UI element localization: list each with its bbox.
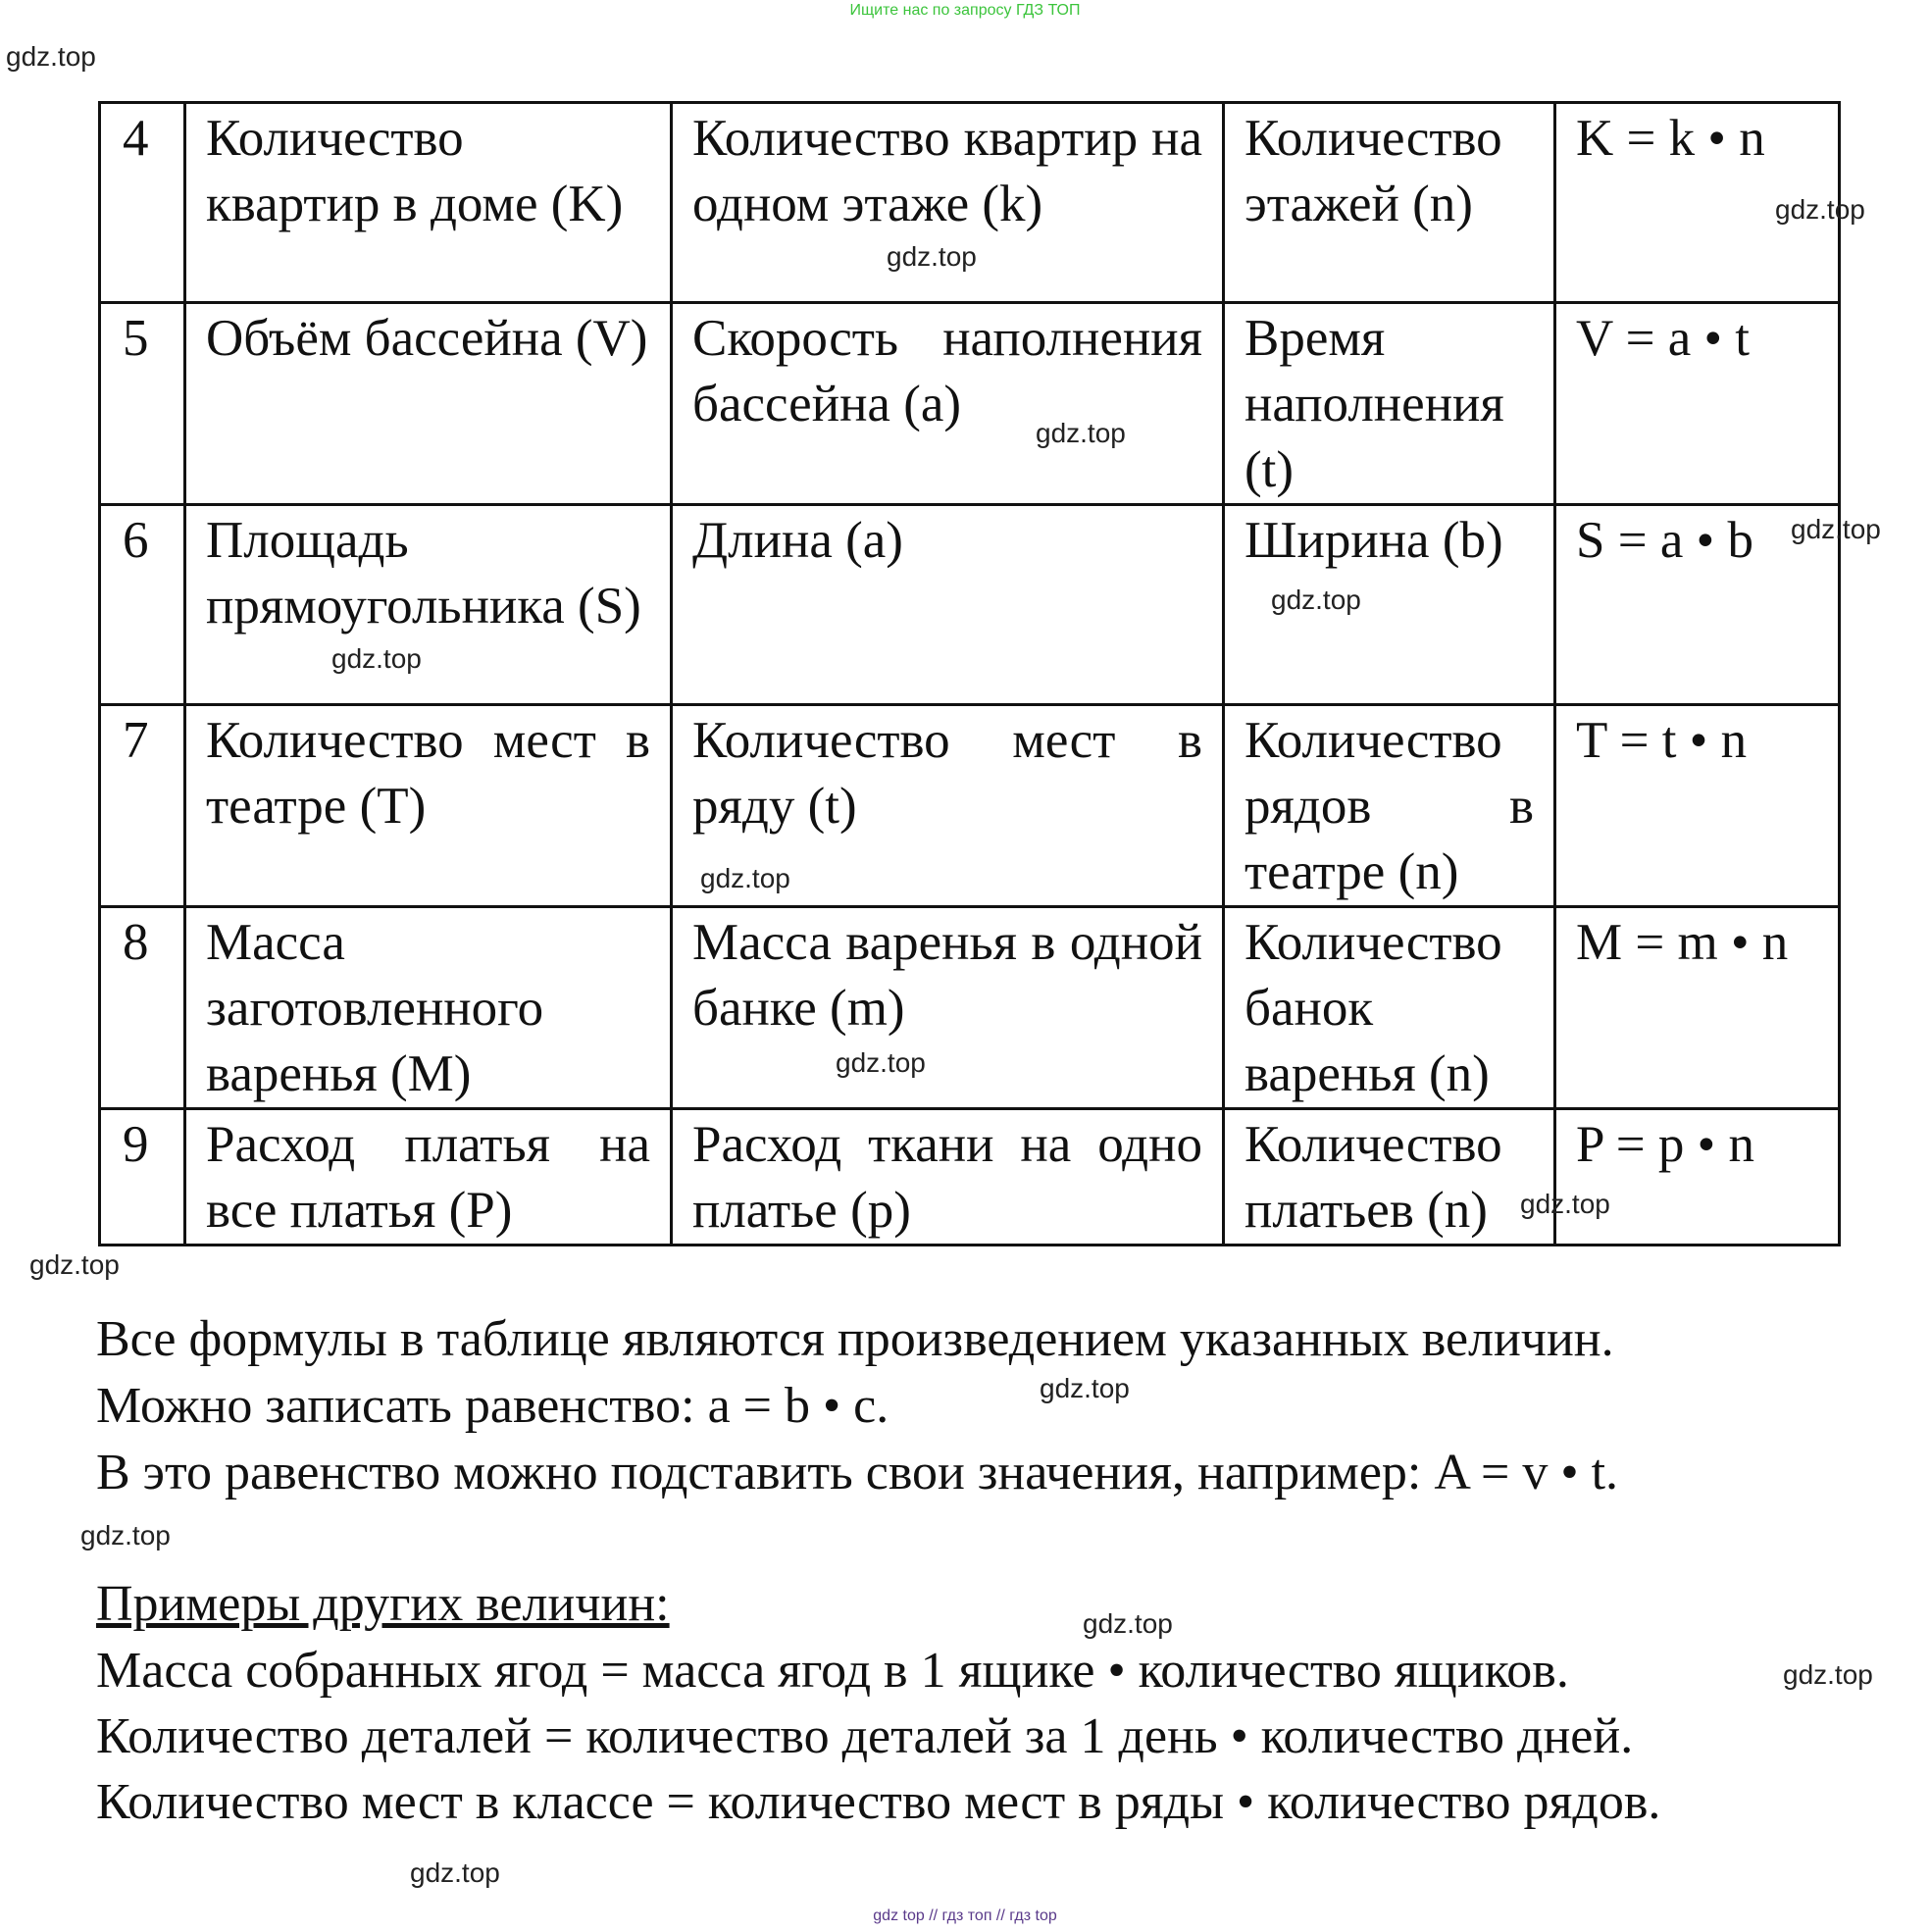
watermark: gdz.top bbox=[1040, 1373, 1130, 1403]
row-number: 6 bbox=[100, 505, 185, 705]
formula: T = t • n bbox=[1555, 705, 1840, 907]
factor-one: Длина (a) bbox=[672, 505, 1224, 705]
conclusion-line-1: Все формулы в таблице являются произведением указанных величин. bbox=[96, 1311, 1614, 1367]
example-line-1: Масса собранных ягод = масса ягод в 1 ящике • количество ящиков. bbox=[96, 1643, 1569, 1699]
example-line-2: Количество деталей = количество деталей за 1 день • количество дней. bbox=[96, 1708, 1634, 1764]
factor-two: Время наполнения (t) bbox=[1224, 303, 1555, 505]
table-row bbox=[100, 705, 1840, 907]
table-row bbox=[100, 907, 1840, 1109]
watermark: gdz.top bbox=[1083, 1608, 1173, 1639]
watermark: gdz.top bbox=[887, 241, 977, 272]
row-number: 7 bbox=[100, 705, 185, 907]
watermark: gdz.top bbox=[6, 41, 96, 72]
total-quantity: Масса заготовленного варенья (M) bbox=[185, 907, 672, 1109]
watermark: gdz.top bbox=[1783, 1659, 1873, 1690]
factor-two: Ширина (b) bbox=[1224, 505, 1555, 705]
row-number: 4 bbox=[100, 103, 185, 303]
watermark: gdz.top bbox=[331, 643, 422, 674]
factor-two: Количество платьев (n) bbox=[1224, 1109, 1555, 1246]
watermark: gdz.top bbox=[1775, 194, 1865, 225]
formula: K = k • n bbox=[1555, 103, 1840, 303]
factor-one: Скорость наполнения бассейна (a) bbox=[672, 303, 1224, 505]
total-quantity: Расход платья на все платья (P) bbox=[185, 1109, 672, 1246]
watermark: gdz.top bbox=[80, 1520, 171, 1551]
formula: S = a • b bbox=[1555, 505, 1840, 705]
factor-two: Количество этажей (n) bbox=[1224, 103, 1555, 303]
watermark: gdz.top bbox=[700, 863, 790, 893]
table-row bbox=[100, 303, 1840, 505]
top-banner[interactable]: Ищите нас по запросу ГДЗ ТОП bbox=[849, 2, 1081, 19]
footer-links[interactable]: gdz top // гдз топ // гдз top bbox=[873, 1907, 1057, 1924]
formula: V = a • t bbox=[1555, 303, 1840, 505]
factor-one: Количество квартир на одном этаже (k) bbox=[672, 103, 1224, 303]
watermark: gdz.top bbox=[1036, 418, 1126, 448]
watermark: gdz.top bbox=[29, 1249, 120, 1280]
total-quantity: Площадь прямоугольника (S) bbox=[185, 505, 672, 705]
conclusion-line-2: Можно записать равенство: a = b • c. bbox=[96, 1378, 889, 1434]
total-quantity: Количество мест в театре (T) bbox=[185, 705, 672, 907]
example-line-3: Количество мест в классе = количество мест в ряды • количество рядов. bbox=[96, 1774, 1661, 1830]
factor-one: Количество мест в ряду (t) bbox=[672, 705, 1224, 907]
formula: M = m • n bbox=[1555, 907, 1840, 1109]
factor-one: Масса варенья в одной банке (m) bbox=[672, 907, 1224, 1109]
factor-two: Количество банок варенья (n) bbox=[1224, 907, 1555, 1109]
watermark: gdz.top bbox=[836, 1047, 926, 1078]
watermark: gdz.top bbox=[1791, 514, 1881, 544]
total-quantity: Объём бассейна (V) bbox=[185, 303, 672, 505]
watermark: gdz.top bbox=[1520, 1189, 1610, 1219]
row-number: 8 bbox=[100, 907, 185, 1109]
watermark: gdz.top bbox=[1271, 585, 1361, 615]
factor-one: Расход ткани на одно платье (p) bbox=[672, 1109, 1224, 1246]
row-number: 5 bbox=[100, 303, 185, 505]
total-quantity: Количество квартир в доме (K) bbox=[185, 103, 672, 303]
row-number: 9 bbox=[100, 1109, 185, 1246]
formula: P = p • n bbox=[1555, 1109, 1840, 1246]
factor-two: Количество рядов в театре (n) bbox=[1224, 705, 1555, 907]
table-row bbox=[100, 1109, 1840, 1246]
watermark: gdz.top bbox=[410, 1857, 500, 1888]
examples-heading: Примеры других величин: bbox=[96, 1576, 670, 1632]
conclusion-line-3: В это равенство можно подставить свои значения, например: A = v • t. bbox=[96, 1445, 1619, 1500]
